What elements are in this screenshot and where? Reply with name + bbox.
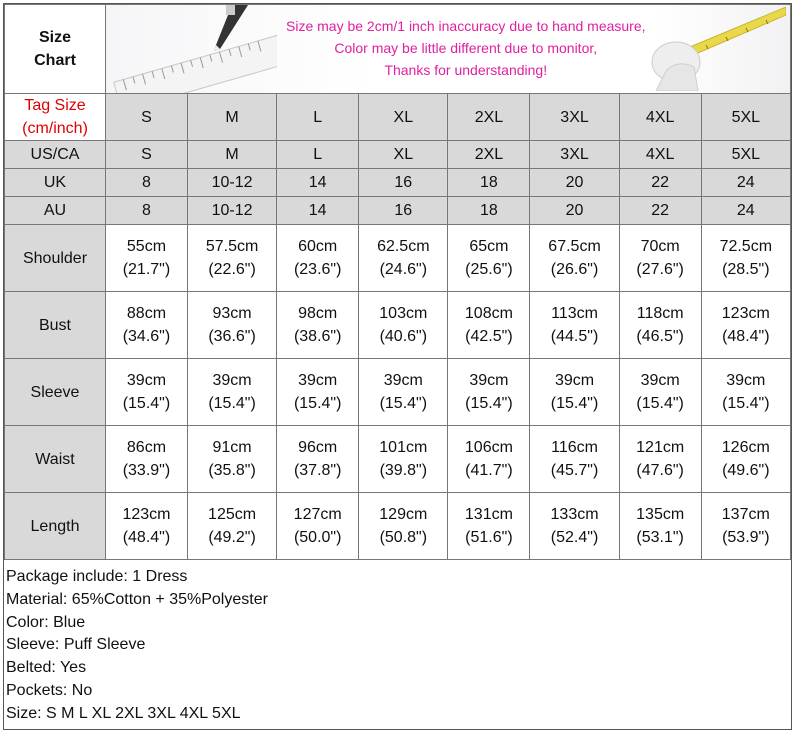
measure-cell: 86cm (33.9") [106,426,188,493]
notes-block [286,15,646,81]
measure-cell: 123cm (48.4") [701,292,790,359]
info-material: Material: 65%Cotton + 35%Polyester [6,590,268,608]
size-col-m: M [187,94,276,141]
measure-cell: 135cm (53.1") [619,493,701,560]
measure-cell: 62.5cm (24.6") [359,225,448,292]
size-col-xl: XL [359,94,448,141]
header-row [5,5,791,94]
info-package: Package include: 1 Dress [6,568,188,585]
measure-cell: 103cm (40.6") [359,292,448,359]
table-cell: 20 [530,197,619,225]
info-pockets: Pockets: No [6,681,93,699]
measure-cell: 39cm (15.4") [277,359,359,426]
table-cell: 22 [619,169,701,197]
measure-cell: 93cm (36.6") [187,292,276,359]
product-info [4,566,791,729]
title-line-1: Size [38,29,71,46]
info-size: Size: S M L XL 2XL 3XL 4XL 5XL [6,704,241,722]
table-cell: 5XL [701,141,790,169]
region-row-au [5,197,791,225]
measure-row-sleeve [5,359,791,426]
measure-cell: 137cm (53.9") [701,493,790,560]
tag-size-label: Tag Size (cm/inch) [5,94,106,141]
measure-cell: 131cm (51.6") [448,493,530,560]
note-line-2: Color may be little different due to monitor, [334,40,598,56]
tape-measure-icon [636,7,786,91]
title-line-2: Chart [34,52,76,69]
measure-cell: 125cm (49.2") [187,493,276,560]
measure-cell: 72.5cm (28.5") [701,225,790,292]
region-label: UK [5,169,106,197]
measure-cell: 96cm (37.8") [277,426,359,493]
table-cell: L [277,141,359,169]
measure-cell: 91cm (35.8") [187,426,276,493]
table-cell: 22 [619,197,701,225]
size-col-4xl: 4XL [619,94,701,141]
size-chart [3,3,792,730]
size-col-3xl: 3XL [530,94,619,141]
measure-cell: 39cm (15.4") [448,359,530,426]
table-cell: XL [359,141,448,169]
measure-label: Sleeve [5,359,106,426]
measure-cell: 129cm (50.8") [359,493,448,560]
region-row-us [5,141,791,169]
measure-cell: 60cm (23.6") [277,225,359,292]
measure-row-waist [5,426,791,493]
note-line-1: Size may be 2cm/1 inch inaccuracy due to hand measure, [286,18,646,34]
table-cell: 8 [106,169,188,197]
measure-cell: 121cm (47.6") [619,426,701,493]
measure-cell: 39cm (15.4") [530,359,619,426]
table-cell: S [106,141,188,169]
table-cell: 18 [448,197,530,225]
measure-cell: 57.5cm (22.6") [187,225,276,292]
measure-cell: 67.5cm (26.6") [530,225,619,292]
region-label: AU [5,197,106,225]
table-cell: 8 [106,197,188,225]
measure-cell: 108cm (42.5") [448,292,530,359]
table-cell: 16 [359,169,448,197]
measure-cell: 39cm (15.4") [106,359,188,426]
size-col-s: S [106,94,188,141]
measure-cell: 65cm (25.6") [448,225,530,292]
measure-cell: 113cm (44.5") [530,292,619,359]
measure-row-bust [5,292,791,359]
size-col-l: L [277,94,359,141]
info-belted: Belted: Yes [6,659,87,677]
table-cell: 20 [530,169,619,197]
measure-cell: 39cm (15.4") [187,359,276,426]
measure-cell: 70cm (27.6") [619,225,701,292]
table-cell: 18 [448,169,530,197]
measure-cell: 127cm (50.0") [277,493,359,560]
chart-title [5,5,106,94]
measure-label: Bust [5,292,106,359]
table-cell: 3XL [530,141,619,169]
measure-label: Shoulder [5,225,106,292]
measure-cell: 123cm (48.4") [106,493,188,560]
size-table [4,4,791,560]
table-cell: 10-12 [187,169,276,197]
measure-row-length [5,493,791,560]
measure-cell: 116cm (45.7") [530,426,619,493]
region-label: US/CA [5,141,106,169]
measure-cell: 101cm (39.8") [359,426,448,493]
measure-cell: 98cm (38.6") [277,292,359,359]
region-row-uk [5,169,791,197]
measure-row-shoulder [5,225,791,292]
note-line-3: Thanks for understanding! [384,62,548,78]
measure-cell: 126cm (49.6") [701,426,790,493]
measure-cell: 39cm (15.4") [701,359,790,426]
table-cell: 24 [701,169,790,197]
measure-cell: 39cm (15.4") [359,359,448,426]
table-cell: 4XL [619,141,701,169]
size-col-2xl: 2XL [448,94,530,141]
table-cell: M [187,141,276,169]
tag-size-row [5,94,791,141]
table-cell: 14 [277,197,359,225]
table-cell: 14 [277,169,359,197]
table-cell: 16 [359,197,448,225]
notice-banner [106,5,791,94]
info-sleeve: Sleeve: Puff Sleeve [6,636,146,654]
measure-cell: 133cm (52.4") [530,493,619,560]
info-color: Color: Blue [6,613,86,631]
table-cell: 2XL [448,141,530,169]
measure-cell: 118cm (46.5") [619,292,701,359]
size-col-5xl: 5XL [701,94,790,141]
measure-label: Waist [5,426,106,493]
measure-label: Length [5,493,106,560]
table-cell: 24 [701,197,790,225]
measure-cell: 88cm (34.6") [106,292,188,359]
measure-cell: 55cm (21.7") [106,225,188,292]
pencil-ruler-icon [112,5,277,93]
measure-cell: 39cm (15.4") [619,359,701,426]
table-cell: 10-12 [187,197,276,225]
measure-cell: 106cm (41.7") [448,426,530,493]
